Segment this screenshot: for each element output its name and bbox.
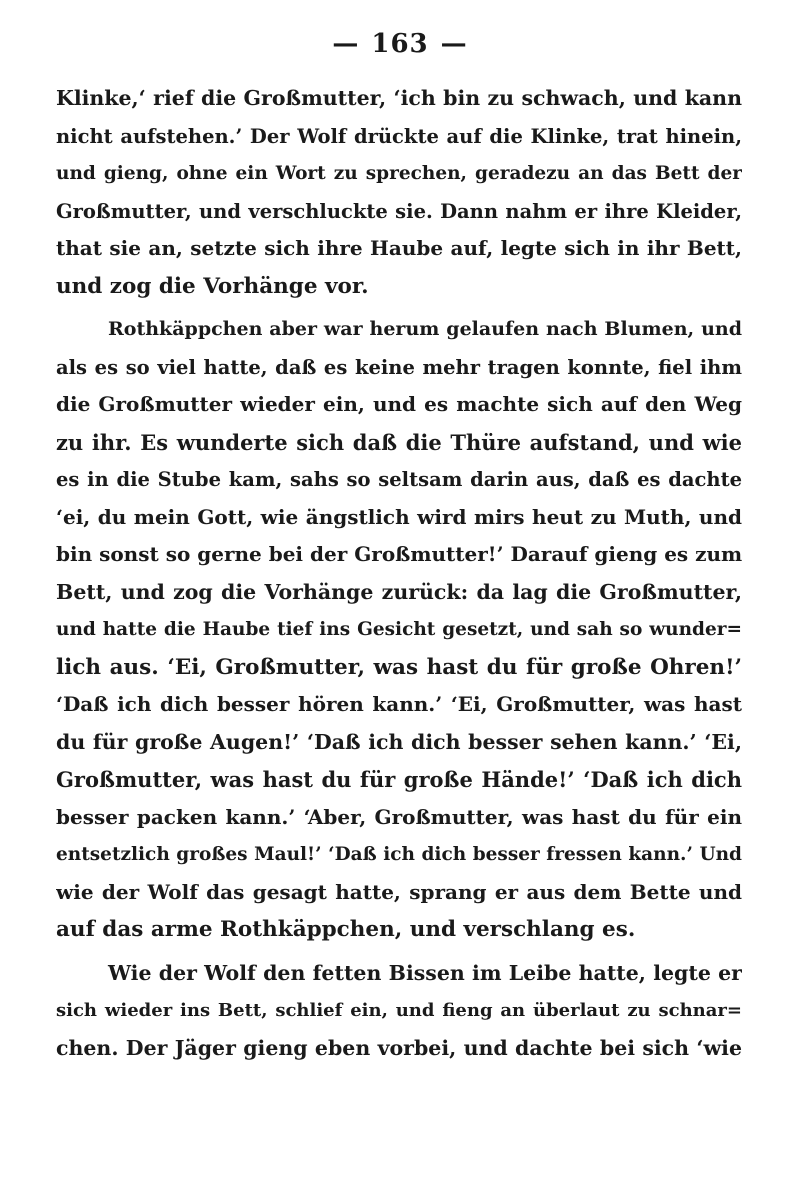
paragraph-3 <box>56 955 742 1068</box>
text-line: Großmutter, was hast du für große Hände!’ ‘Daß ich dich <box>56 767 742 792</box>
text-line: und hatte die Haube tief ins Gesicht gesetzt, und sah so wunder= <box>56 619 742 640</box>
header-dash-left: — <box>332 29 360 59</box>
text-line: ‘Daß ich dich besser hören kann.’ ‘Ei, Großmutter, was hast <box>56 692 742 716</box>
text-line: bin sonst so gerne bei der Großmutter!’ Darauf gieng es zum <box>56 542 742 566</box>
text-line: zu ihr. Es wunderte sich daß die Thüre aufstand, und wie <box>56 429 742 455</box>
text-line: Wie der Wolf den fetten Bissen im Leibe hatte, legte er <box>108 960 742 985</box>
text-line: chen. Der Jäger gieng eben vorbei, und dachte bei sich ‘wie <box>56 1035 742 1060</box>
text-line: Bett, und zog die Vorhänge zurück: da lag die Großmutter, <box>56 579 742 604</box>
paragraph-2 <box>56 311 742 949</box>
text-line: du für große Augen!’ ‘Daß ich dich besser sehen kann.’ ‘Ei, <box>56 729 742 754</box>
page-number: 163 <box>371 29 429 59</box>
text-line: und zog die Vorhänge vor. <box>56 273 369 299</box>
text-line: als es so viel hatte, daß es keine mehr tragen konnte, fiel ihm <box>56 355 742 379</box>
text-line: that sie an, setzte sich ihre Haube auf, legte sich in ihr Bett, <box>56 236 742 260</box>
text-line: lich aus. ‘Ei, Großmutter, was hast du für große Ohren!’ <box>56 654 742 680</box>
header-dash-right: — <box>440 29 468 59</box>
text-line: ‘ei, du mein Gott, wie ängstlich wird mirs heut zu Muth, und <box>56 504 742 529</box>
text-line: wie der Wolf das gesagt hatte, sprang er aus dem Bette und <box>56 879 742 904</box>
text-line: besser packen kann.’ ‘Aber, Großmutter, was hast du für ein <box>56 804 742 829</box>
text-line: Klinke,‘ rief die Großmutter, ‘ich bin zu schwach, und kann <box>56 86 742 110</box>
text-line: entsetzlich großes Maul!’ ‘Daß ich dich besser fressen kann.’ Und <box>56 844 742 865</box>
text-line: auf das arme Rothkäppchen, und verschlang es. <box>56 917 636 942</box>
text-line: nicht aufstehen.’ Der Wolf drückte auf die Klinke, trat hinein, <box>56 124 742 148</box>
text-line: und gieng, ohne ein Wort zu sprechen, geradezu an das Bett der <box>56 163 742 184</box>
text-line: Rothkäppchen aber war herum gelaufen nach Blumen, und <box>108 318 742 340</box>
paragraph-1 <box>56 80 742 305</box>
text-body <box>56 80 742 1067</box>
page-header <box>0 26 800 62</box>
text-line: Großmutter, und verschluckte sie. Dann nahm er ihre Kleider, <box>56 199 742 223</box>
text-line: die Großmutter wieder ein, und es machte sich auf den Weg <box>56 392 742 416</box>
text-line: es in die Stube kam, sahs so seltsam darin aus, daß es dachte <box>56 468 742 491</box>
text-line: sich wieder ins Bett, schlief ein, und fieng an überlaut zu schnar= <box>56 1000 742 1021</box>
